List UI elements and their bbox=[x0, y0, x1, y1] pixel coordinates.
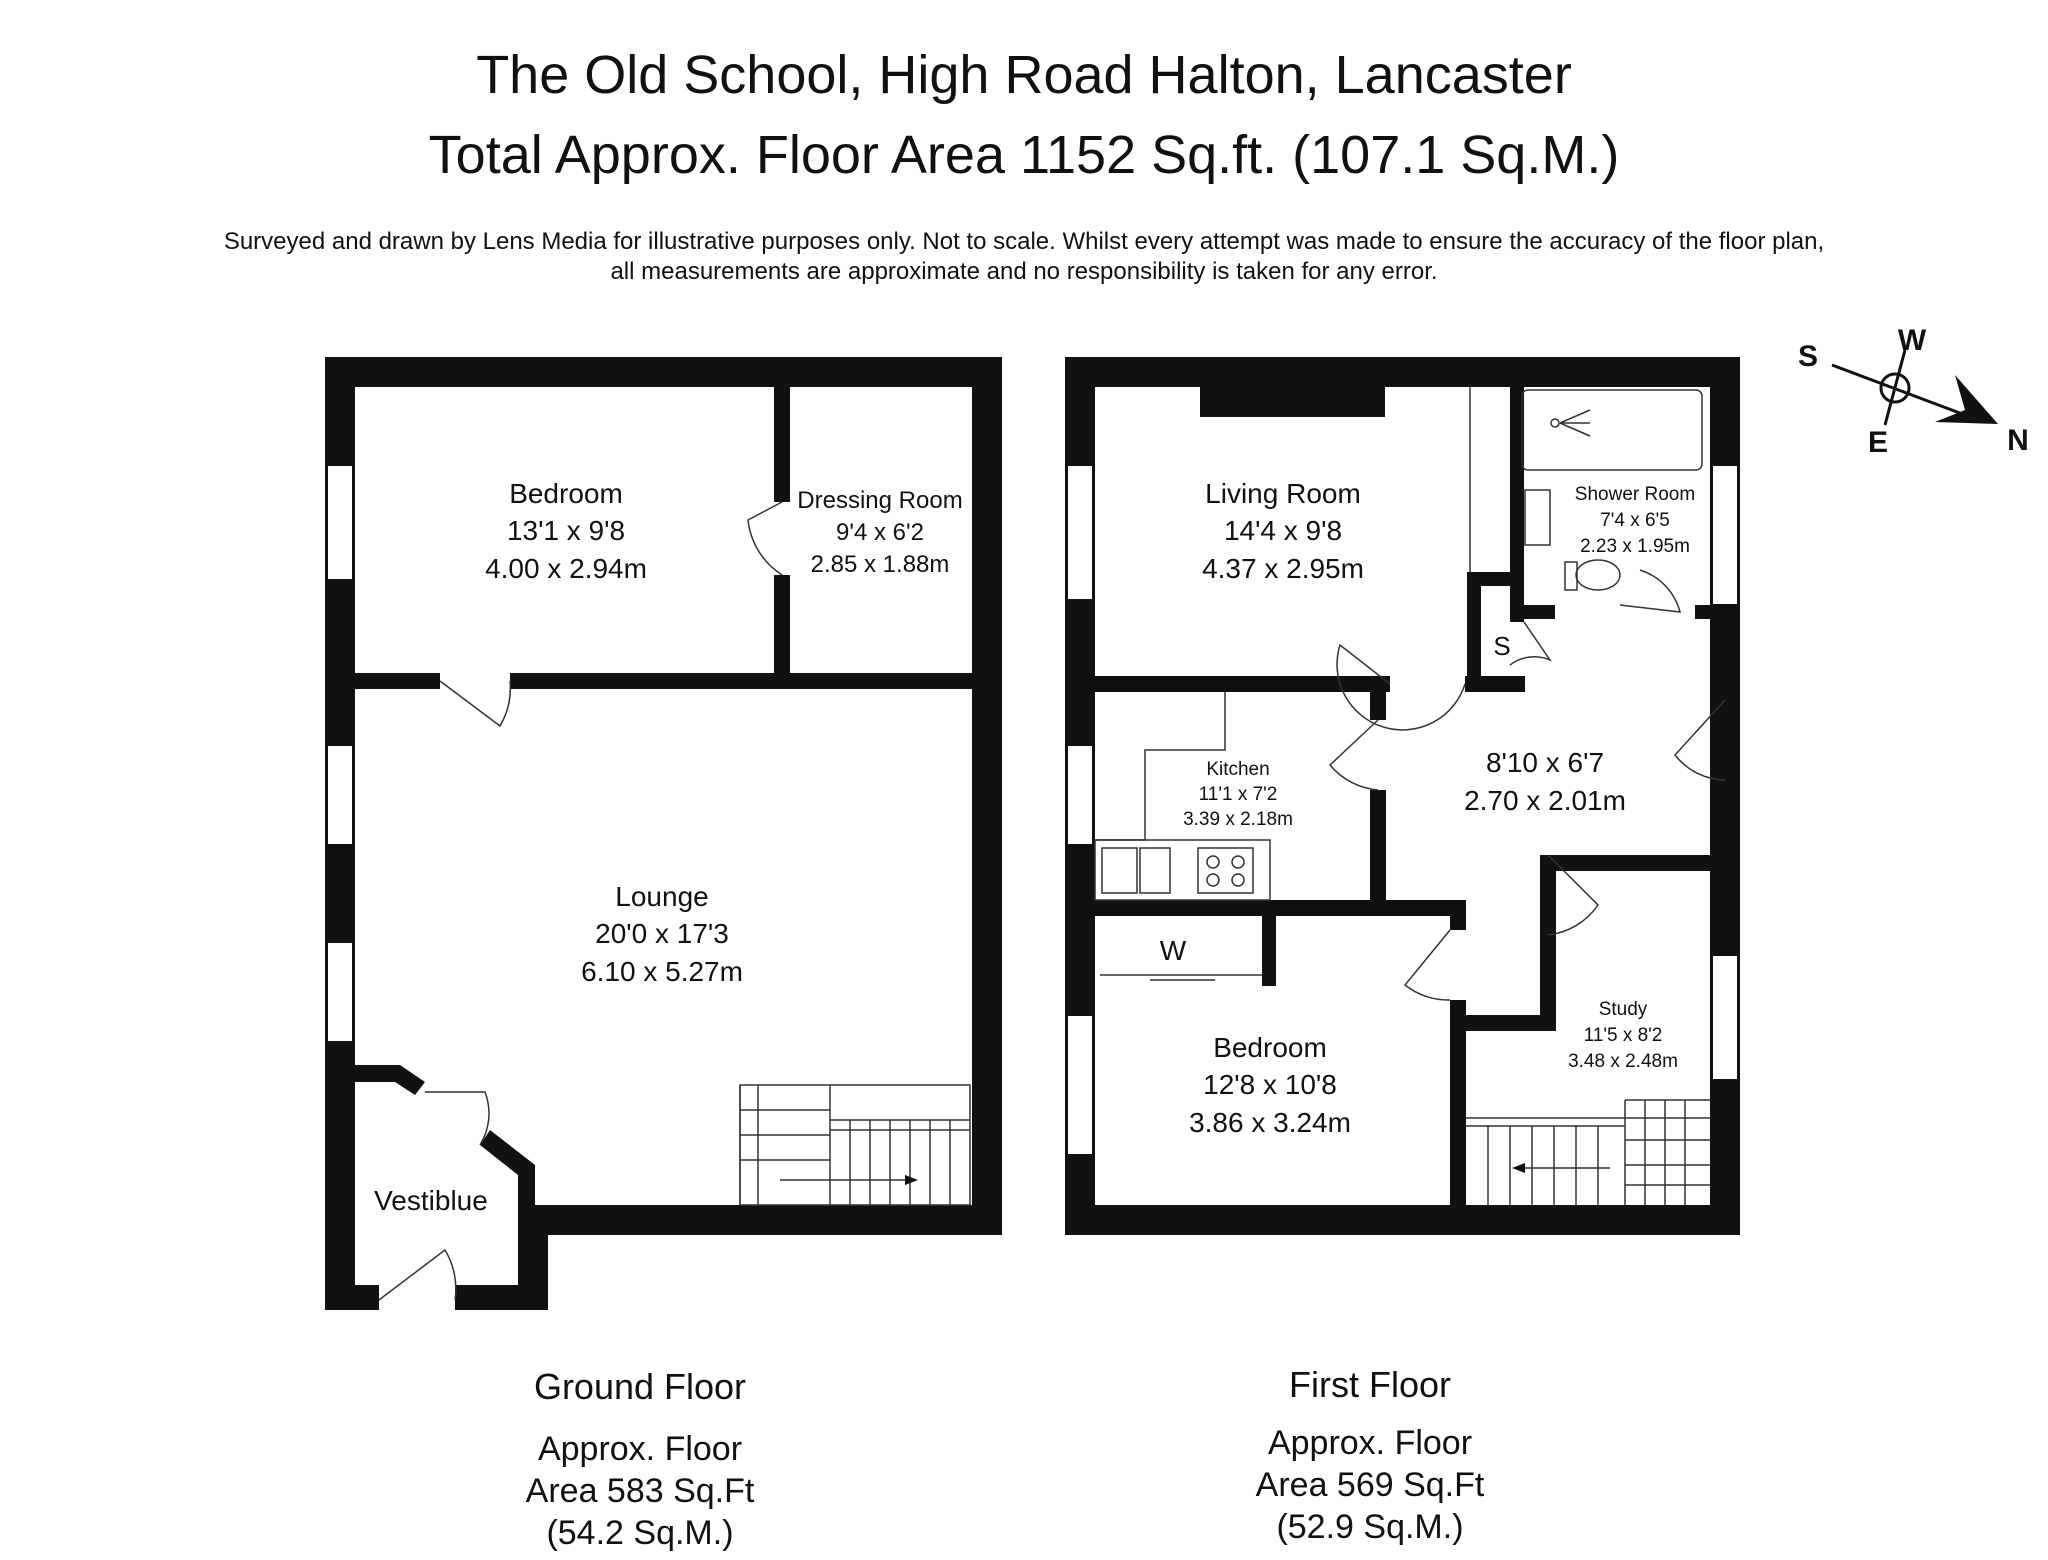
gf-bedroom-metric: 4.00 x 2.94m bbox=[485, 553, 647, 584]
plan-title: The Old School, High Road Halton, Lancaster bbox=[476, 45, 1572, 105]
ff-study-imperial: 11'5 x 8'2 bbox=[1583, 1025, 1663, 1046]
first-floor-area-line3: (52.9 Sq.M.) bbox=[1276, 1508, 1464, 1546]
ff-wardrobe-name: W bbox=[1159, 935, 1187, 966]
ff-bedroom-metric: 3.86 x 3.24m bbox=[1189, 1107, 1351, 1138]
first-floor-title: First Floor bbox=[1289, 1364, 1451, 1405]
ff-living-name: Living Room bbox=[1205, 478, 1361, 509]
door-swing bbox=[379, 1250, 456, 1300]
ff-store-name: S bbox=[1493, 631, 1511, 661]
staircase bbox=[740, 1085, 970, 1205]
disclaimer-line-1: Surveyed and drawn by Lens Media for illustrative purposes only. Not to scale. Whilst every attempt was made to ensure the accuracy of the floor plan, bbox=[223, 228, 1825, 255]
ground-floor-area-line2: Area 583 Sq.Ft bbox=[525, 1472, 755, 1510]
basin bbox=[1525, 490, 1550, 545]
ff-living-metric: 4.37 x 2.95m bbox=[1202, 553, 1364, 584]
first-floor-area-line2: Area 569 Sq.Ft bbox=[1255, 1466, 1485, 1504]
ff-landing-metric: 2.70 x 2.01m bbox=[1464, 785, 1626, 816]
gf-lounge-metric: 6.10 x 5.27m bbox=[581, 956, 743, 987]
door-swing bbox=[748, 502, 782, 575]
ff-kitchen-imperial: 11'1 x 7'2 bbox=[1198, 784, 1278, 805]
gf-dressing-metric: 2.85 x 1.88m bbox=[810, 551, 950, 578]
ff-shower-metric: 2.23 x 1.95m bbox=[1580, 536, 1690, 557]
toilet bbox=[1576, 560, 1620, 590]
ff-shower-name: Shower Room bbox=[1574, 484, 1696, 505]
compass bbox=[1798, 324, 2029, 459]
gf-vestibule-name: Vestiblue bbox=[374, 1185, 488, 1216]
window bbox=[1067, 745, 1093, 845]
window bbox=[1712, 465, 1738, 605]
ground-floor-title: Ground Floor bbox=[533, 1366, 747, 1407]
total-area: Total Approx. Floor Area 1152 Sq.ft. (107.1 Sq.M.) bbox=[428, 125, 1620, 185]
gf-dressing-imperial: 9'4 x 6'2 bbox=[836, 519, 924, 546]
window bbox=[1712, 955, 1738, 1080]
ff-study-metric: 3.48 x 2.48m bbox=[1568, 1051, 1678, 1072]
ff-kitchen-metric: 3.39 x 2.18m bbox=[1183, 809, 1293, 830]
gf-bedroom-name: Bedroom bbox=[509, 478, 623, 509]
compass-w: W bbox=[1897, 324, 1927, 357]
door-swing bbox=[1330, 720, 1378, 790]
window bbox=[1067, 1015, 1093, 1155]
staircase bbox=[1466, 1100, 1710, 1205]
first-floor-area-line1: Approx. Floor bbox=[1267, 1424, 1473, 1462]
window bbox=[327, 942, 353, 1042]
gf-bedroom-imperial: 13'1 x 9'8 bbox=[506, 515, 626, 546]
north-arrow-icon bbox=[1935, 375, 1998, 424]
door-swing bbox=[1510, 622, 1550, 665]
window bbox=[327, 745, 353, 845]
ground-floor-area-line3: (54.2 Sq.M.) bbox=[546, 1514, 734, 1552]
ff-landing-imperial: 8'10 x 6'7 bbox=[1485, 747, 1605, 778]
window bbox=[1067, 465, 1093, 600]
chimney-breast bbox=[1200, 387, 1385, 417]
window bbox=[327, 465, 353, 580]
ff-shower-imperial: 7'4 x 6'5 bbox=[1600, 510, 1670, 531]
ff-study-name: Study bbox=[1598, 999, 1648, 1020]
ff-kitchen-name: Kitchen bbox=[1206, 759, 1270, 780]
ff-living-imperial: 14'4 x 9'8 bbox=[1223, 515, 1343, 546]
door-swing bbox=[1620, 570, 1680, 612]
door-swing bbox=[1405, 930, 1450, 1000]
shower-tray bbox=[1522, 390, 1702, 470]
door-swing bbox=[440, 681, 510, 726]
gf-lounge-name: Lounge bbox=[615, 881, 709, 912]
ff-bedroom-name: Bedroom bbox=[1213, 1032, 1327, 1063]
door-swing bbox=[425, 1092, 489, 1145]
ground-floor-area-line1: Approx. Floor bbox=[537, 1430, 743, 1468]
ff-bedroom-imperial: 12'8 x 10'8 bbox=[1203, 1069, 1337, 1100]
compass-s: S bbox=[1797, 340, 1819, 373]
gf-dressing-name: Dressing Room bbox=[797, 487, 963, 514]
disclaimer-line-2: all measurements are approximate and no responsibility is taken for any error. bbox=[610, 258, 1438, 285]
gf-lounge-imperial: 20'0 x 17'3 bbox=[595, 918, 729, 949]
compass-n: N bbox=[2007, 424, 2029, 457]
compass-e: E bbox=[1867, 426, 1889, 459]
